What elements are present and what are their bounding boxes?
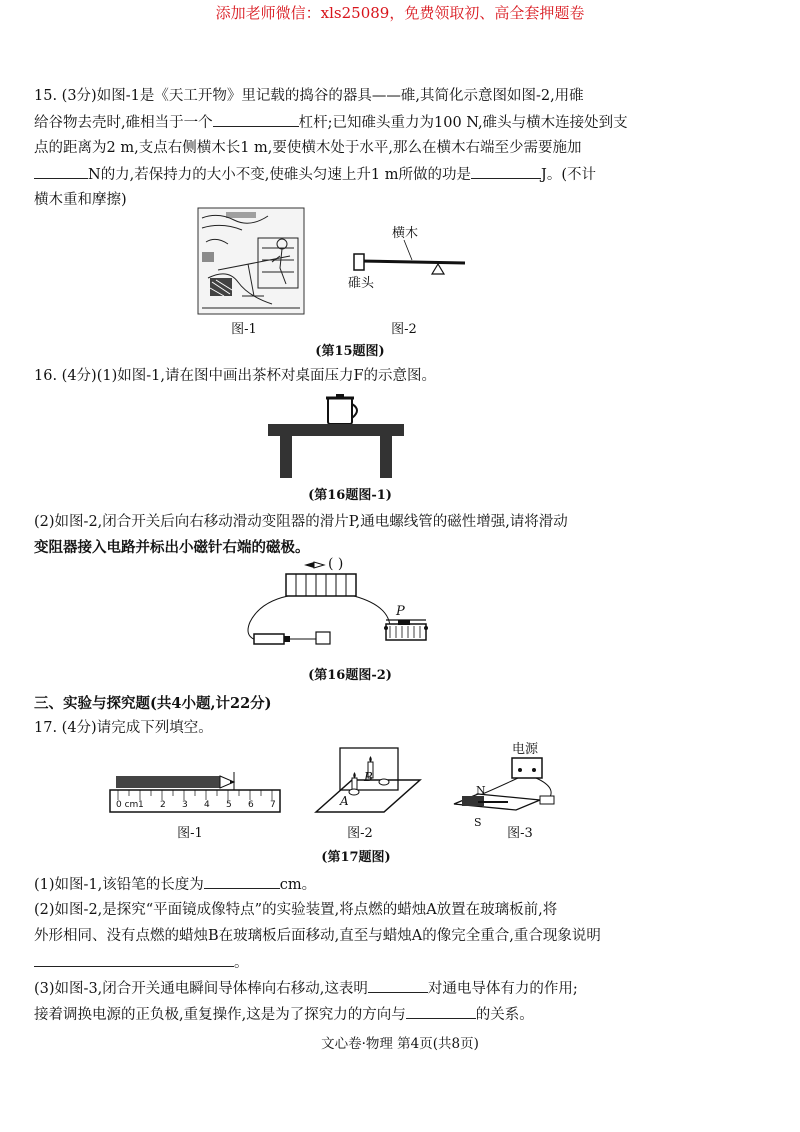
q17-ruler-labels (114, 800, 282, 814)
ruler-tick-label: 5 (226, 800, 232, 810)
q17-line-1: 17. (4分)请完成下列填空。 (34, 720, 213, 736)
q17-blank-conclusion[interactable] (34, 952, 234, 967)
q15-label-beam: 横木 (392, 226, 419, 241)
q17-part2-line1: (2)如图-2,是探究“平面镜成像特点”的实验装置,将点燃的蜡烛A放置在玻璃板前,将 (34, 902, 558, 918)
q15-label-head: 碓头 (348, 276, 375, 291)
ruler-tick-label: 4 (204, 800, 210, 810)
q17-part3-text-d: 的关系。 (475, 1007, 534, 1023)
q17-blank-length[interactable] (204, 874, 280, 889)
watermark-text: 添加老师微信：xls25089，免费领取初、高全套押题卷 (215, 4, 585, 22)
q17-figure-caption: (第17题图) (321, 850, 391, 865)
q15-line-1: 15. (3分)如图-1是《天工开物》里记载的捣谷的器具——碓,其简化示意图如图-2,用碓 (34, 88, 584, 104)
q15-line-2 (34, 112, 774, 133)
q15-text-4a: N的力,若保持力的大小不变,使碓头匀速上升1 m所做的功是 (88, 167, 471, 183)
q16-label-p: P (396, 604, 405, 619)
q17-part3-line2 (34, 1004, 774, 1025)
q17-label-candle-b: B (364, 770, 373, 784)
q15-line-4 (34, 164, 774, 185)
q16-line-1: 16. (4分)(1)如图-1,请在图中画出茶杯对桌面压力F的示意图。 (34, 368, 437, 384)
q15-woodcut-figure (198, 208, 304, 314)
ruler-tick-label: 7 (270, 800, 276, 810)
ruler-tick-label: 2 (160, 800, 166, 810)
q17-fig1-caption: 图-1 (177, 826, 203, 841)
q17-magnet-rail-figure (448, 752, 568, 822)
q15-text-4b: J。(不计 (541, 167, 596, 183)
q17-part1 (34, 874, 774, 895)
q17-part3-text-a: (3)如图-3,闭合开关通电瞬间导体棒向右移动,这表明 (34, 981, 368, 997)
q15-text-2a: 给谷物去壳时,碓相当于一个 (34, 115, 213, 131)
ruler-unit-label: 0 cm (116, 800, 139, 810)
q17-part2-line2: 外形相同、没有点燃的蜡烛B在玻璃板后面移动,直至与蜡烛A的像完全重合,重合现象说明 (34, 928, 601, 944)
q17-label-candle-a: A (340, 794, 349, 808)
q16-circuit-figure (240, 562, 440, 654)
q15-fig1-caption: 图-1 (231, 322, 257, 337)
q17-label-north: N (476, 784, 486, 797)
q16-figure1-caption: (第16题图-1) (308, 488, 392, 503)
q16-figure2-caption: (第16题图-2) (308, 668, 392, 683)
page-footer: 文心卷·物理 第4页(共8页) (321, 1036, 479, 1052)
q17-part3-text-b: 对通电导体有力的作用; (427, 981, 578, 997)
ruler-tick-label: 1 (138, 800, 144, 810)
ruler-tick-label: 6 (248, 800, 254, 810)
q17-part2-line3 (34, 952, 774, 973)
q16-table-cup-figure (266, 392, 406, 480)
q17-part1-unit: cm。 (279, 877, 317, 893)
q15-line-5: 横木重和摩擦) (34, 192, 127, 208)
q17-part3-text-c: 接着调换电源的正负极,重复操作,这是为了探究力的方向与 (34, 1007, 406, 1023)
q15-blank-force[interactable] (34, 164, 88, 179)
q17-part1-text: (1)如图-1,该铅笔的长度为 (34, 877, 204, 893)
q17-part2-end: 。 (234, 955, 249, 971)
q16-pole-paren[interactable]: ( ) (328, 556, 344, 572)
q17-part3-line1 (34, 978, 774, 999)
q16-line-3: 变阻器接入电路并标出小磁针右端的磁极。 (34, 539, 310, 556)
q15-fig2-caption: 图-2 (391, 322, 417, 337)
q15-blank-work[interactable] (471, 164, 541, 179)
q15-line-3: 点的距离为2 m,支点右侧横木长1 m,要使横木处于水平,那么在横木右端至少需要施加 (34, 140, 582, 156)
section-3-heading: 三、实验与探究题(共4小题,计22分) (34, 695, 272, 712)
q17-blank-relation[interactable] (406, 1004, 476, 1019)
q17-label-power-supply: 电源 (512, 742, 539, 757)
q15-figure-caption: (第15题图) (315, 344, 385, 359)
q17-blank-field[interactable] (368, 978, 428, 993)
ruler-tick-label: 3 (182, 800, 188, 810)
q17-fig3-caption: 图-3 (507, 826, 533, 841)
q15-text-2b: 杠杆;已知碓头重力为100 N,碓头与横木连接处到支 (298, 115, 628, 131)
q17-fig2-caption: 图-2 (347, 826, 373, 841)
q17-label-south: S (474, 816, 482, 829)
q16-line-2: (2)如图-2,闭合开关后向右移动滑动变阻器的滑片P,通电螺线管的磁性增强,请将滑动 (34, 514, 568, 530)
q15-blank-lever[interactable] (213, 112, 299, 127)
